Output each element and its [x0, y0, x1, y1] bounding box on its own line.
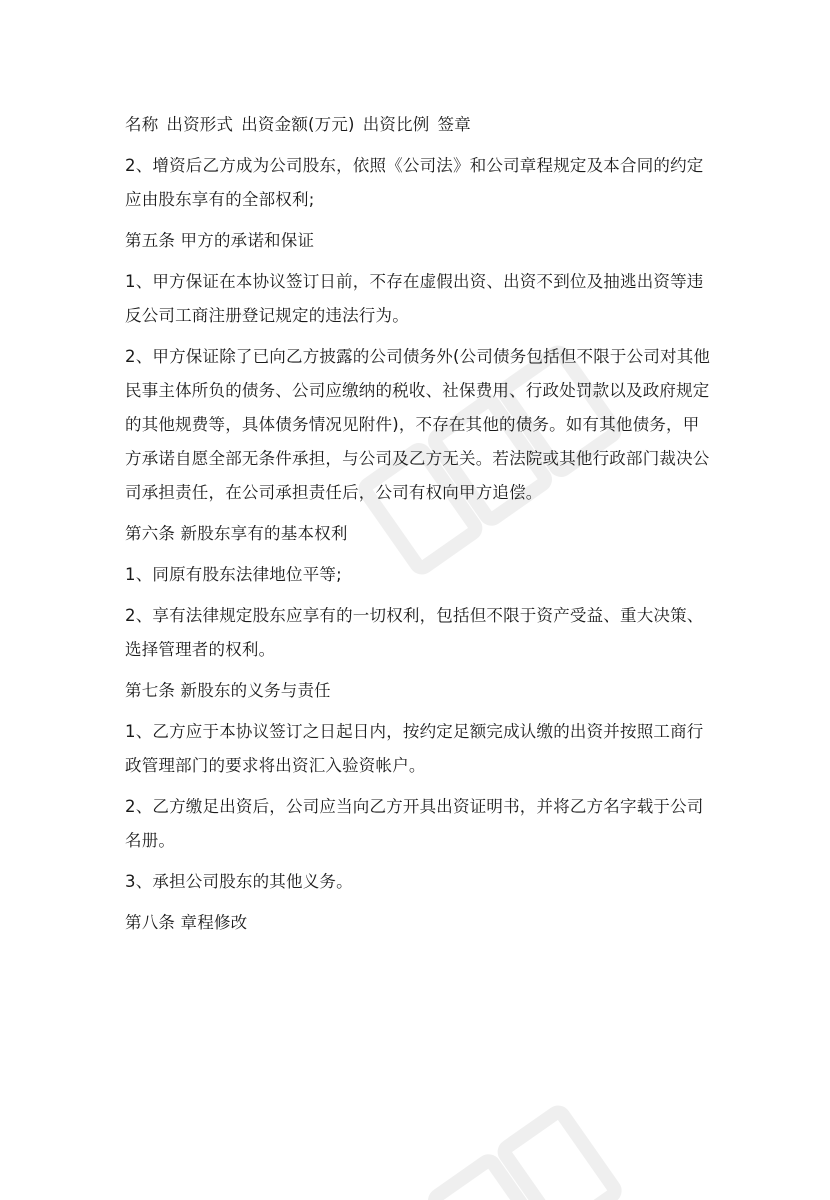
text-line: 方承诺自愿全部无条件承担，与公司及乙方无关。若法院或其他行政部门裁决公: [125, 449, 710, 468]
col-name: 名称: [125, 115, 159, 134]
paragraph: [125, 674, 710, 708]
paragraph: [125, 265, 710, 333]
text-line: 1、乙方应于本协议签订之日起日内，按约定足额完成认缴的出资并按照工商行: [125, 722, 704, 741]
table-header-row: [125, 108, 710, 142]
watermark-logo-bottom-icon: [330, 1060, 650, 1200]
col-form: 出资形式: [166, 115, 234, 134]
paragraph: [125, 790, 710, 858]
paragraph: [125, 715, 710, 783]
text-line: 应由股东享有的全部权利;: [125, 190, 315, 209]
col-seal: 签章: [437, 115, 471, 134]
document-body: [125, 108, 710, 947]
paragraph: [125, 558, 710, 592]
text-line: 司承担责任，在公司承担责任后，公司有权向甲方追偿。: [125, 483, 543, 502]
paragraph: [125, 149, 710, 217]
text-line: 第八条 章程修改: [125, 913, 248, 932]
text-line: 2、增资后乙方成为公司股东，依照《公司法》和公司章程规定及本合同的约定: [125, 156, 704, 175]
paragraph: [125, 224, 710, 258]
paragraph: [125, 340, 710, 510]
text-line: 1、同原有股东法律地位平等;: [125, 565, 342, 584]
text-line: 民事主体所负的债务、公司应缴纳的税收、社保费用、行政处罚款以及政府规定: [125, 381, 710, 400]
col-amount: 出资金额(万元): [241, 115, 355, 134]
text-line: 2、享有法律规定股东应享有的一切权利，包括但不限于资产受益、重大决策、: [125, 606, 704, 625]
text-line: 3、承担公司股东的其他义务。: [125, 872, 353, 891]
text-line: 第七条 新股东的义务与责任: [125, 681, 331, 700]
paragraph: [125, 517, 710, 551]
text-line: 反公司工商注册登记规定的违法行为。: [125, 306, 409, 325]
text-line: 的其他规费等，具体债务情况见附件)，不存在其他的债务。如有其他债务，甲: [125, 415, 700, 434]
col-ratio: 出资比例: [362, 115, 430, 134]
text-line: 第六条 新股东享有的基本权利: [125, 524, 348, 543]
text-line: 1、甲方保证在本协议签订日前，不存在虚假出资、出资不到位及抽逃出资等违: [125, 272, 704, 291]
text-line: 选择管理者的权利。: [125, 640, 276, 659]
text-line: 第五条 甲方的承诺和保证: [125, 231, 315, 250]
text-line: 2、乙方缴足出资后，公司应当向乙方开具出资证明书，并将乙方名字载于公司: [125, 797, 704, 816]
text-line: 名册。: [125, 831, 176, 850]
paragraph: [125, 906, 710, 940]
paragraph: [125, 599, 710, 667]
paragraph: [125, 865, 710, 899]
text-line: 政管理部门的要求将出资汇入验资帐户。: [125, 756, 426, 775]
text-line: 2、甲方保证除了已向乙方披露的公司债务外(公司债务包括但不限于公司对其他: [125, 347, 711, 366]
